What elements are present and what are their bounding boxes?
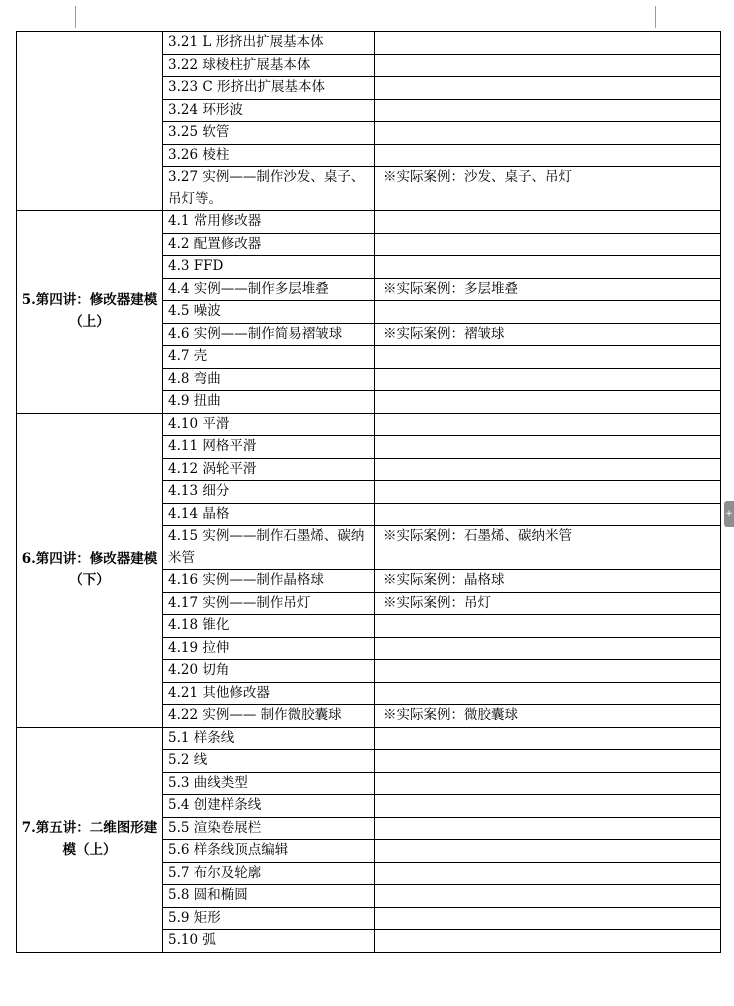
case-note-cell — [375, 682, 721, 705]
lesson-cell: 3.25 软管 — [163, 122, 375, 145]
case-note-cell: ※实际案例：石墨烯、碳纳米管 — [375, 526, 721, 570]
lesson-cell: 4.22 实例—— 制作微胶囊球 — [163, 705, 375, 728]
lesson-cell: 4.14 晶格 — [163, 503, 375, 526]
lesson-cell: 4.2 配置修改器 — [163, 233, 375, 256]
lesson-cell: 4.18 锥化 — [163, 615, 375, 638]
case-note-cell — [375, 346, 721, 369]
case-note-cell — [375, 122, 721, 145]
expand-panel-tab[interactable] — [724, 501, 734, 527]
lesson-cell: 3.24 环形波 — [163, 99, 375, 122]
plus-icon: + — [725, 509, 733, 519]
lesson-cell: 3.22 球棱柱扩展基本体 — [163, 54, 375, 77]
case-note-cell — [375, 750, 721, 773]
case-note-cell — [375, 615, 721, 638]
lesson-cell: 4.6 实例——制作简易褶皱球 — [163, 323, 375, 346]
case-note-cell — [375, 817, 721, 840]
lesson-cell: 4.19 拉伸 — [163, 637, 375, 660]
lesson-cell: 5.4 创建样条线 — [163, 795, 375, 818]
case-note-cell — [375, 391, 721, 414]
table-row — [17, 413, 721, 436]
module-name-cell: 5.第四讲：修改器建模（上） — [17, 211, 163, 414]
lesson-cell: 4.1 常用修改器 — [163, 211, 375, 234]
case-note-cell — [375, 930, 721, 953]
case-note-cell — [375, 885, 721, 908]
lesson-cell: 4.11 网格平滑 — [163, 436, 375, 459]
lesson-cell: 4.20 切角 — [163, 660, 375, 683]
case-note-cell — [375, 413, 721, 436]
module-name-cell: 7.第五讲：二维图形建模（上） — [17, 727, 163, 952]
case-note-cell — [375, 637, 721, 660]
case-note-cell: ※实际案例：多层堆叠 — [375, 278, 721, 301]
case-note-cell — [375, 32, 721, 55]
case-note-cell — [375, 862, 721, 885]
crop-mark-right — [655, 6, 656, 28]
case-note-cell — [375, 840, 721, 863]
lesson-cell: 5.6 样条线顶点编辑 — [163, 840, 375, 863]
lesson-cell: 4.8 弯曲 — [163, 368, 375, 391]
lesson-cell: 4.21 其他修改器 — [163, 682, 375, 705]
case-note-cell — [375, 458, 721, 481]
case-note-cell — [375, 256, 721, 279]
lesson-cell: 3.26 棱柱 — [163, 144, 375, 167]
lesson-cell: 5.7 布尔及轮廓 — [163, 862, 375, 885]
lesson-cell: 4.13 细分 — [163, 481, 375, 504]
case-note-cell — [375, 233, 721, 256]
table-row — [17, 211, 721, 234]
lesson-cell: 5.3 曲线类型 — [163, 772, 375, 795]
lesson-cell: 3.21 L 形挤出扩展基本体 — [163, 32, 375, 55]
case-note-cell — [375, 301, 721, 324]
lesson-cell: 4.12 涡轮平滑 — [163, 458, 375, 481]
case-note-cell — [375, 727, 721, 750]
lesson-cell: 3.27 实例——制作沙发、桌子、吊灯等。 — [163, 167, 375, 211]
lesson-cell: 4.7 壳 — [163, 346, 375, 369]
lesson-cell: 4.5 噪波 — [163, 301, 375, 324]
case-note-cell — [375, 503, 721, 526]
case-note-cell: ※实际案例：晶格球 — [375, 570, 721, 593]
case-note-cell — [375, 368, 721, 391]
case-note-cell — [375, 436, 721, 459]
module-name-cell: 6.第四讲：修改器建模（下） — [17, 413, 163, 727]
case-note-cell — [375, 772, 721, 795]
case-note-cell — [375, 99, 721, 122]
case-note-cell — [375, 77, 721, 100]
lesson-cell: 5.5 渲染卷展栏 — [163, 817, 375, 840]
lesson-cell: 5.2 线 — [163, 750, 375, 773]
lesson-cell: 4.16 实例——制作晶格球 — [163, 570, 375, 593]
lesson-cell: 5.9 矩形 — [163, 907, 375, 930]
lesson-cell: 5.1 样条线 — [163, 727, 375, 750]
course-outline-table — [16, 31, 721, 953]
case-note-cell — [375, 795, 721, 818]
crop-mark-left — [75, 6, 76, 28]
case-note-cell — [375, 660, 721, 683]
lesson-cell: 3.23 C 形挤出扩展基本体 — [163, 77, 375, 100]
case-note-cell — [375, 907, 721, 930]
lesson-cell: 4.15 实例——制作石墨烯、碳纳米管 — [163, 526, 375, 570]
lesson-cell: 4.17 实例——制作吊灯 — [163, 592, 375, 615]
lesson-cell: 5.10 弧 — [163, 930, 375, 953]
table-row — [17, 32, 721, 55]
case-note-cell — [375, 144, 721, 167]
module-name-cell — [17, 32, 163, 211]
case-note-cell: ※实际案例：微胶囊球 — [375, 705, 721, 728]
case-note-cell: ※实际案例：褶皱球 — [375, 323, 721, 346]
lesson-cell: 5.8 圆和椭圆 — [163, 885, 375, 908]
case-note-cell — [375, 211, 721, 234]
lesson-cell: 4.3 FFD — [163, 256, 375, 279]
lesson-cell: 4.9 扭曲 — [163, 391, 375, 414]
lesson-cell: 4.4 实例——制作多层堆叠 — [163, 278, 375, 301]
lesson-cell: 4.10 平滑 — [163, 413, 375, 436]
case-note-cell — [375, 54, 721, 77]
table-row — [17, 727, 721, 750]
case-note-cell — [375, 481, 721, 504]
case-note-cell: ※实际案例：沙发、桌子、吊灯 — [375, 167, 721, 211]
case-note-cell: ※实际案例：吊灯 — [375, 592, 721, 615]
